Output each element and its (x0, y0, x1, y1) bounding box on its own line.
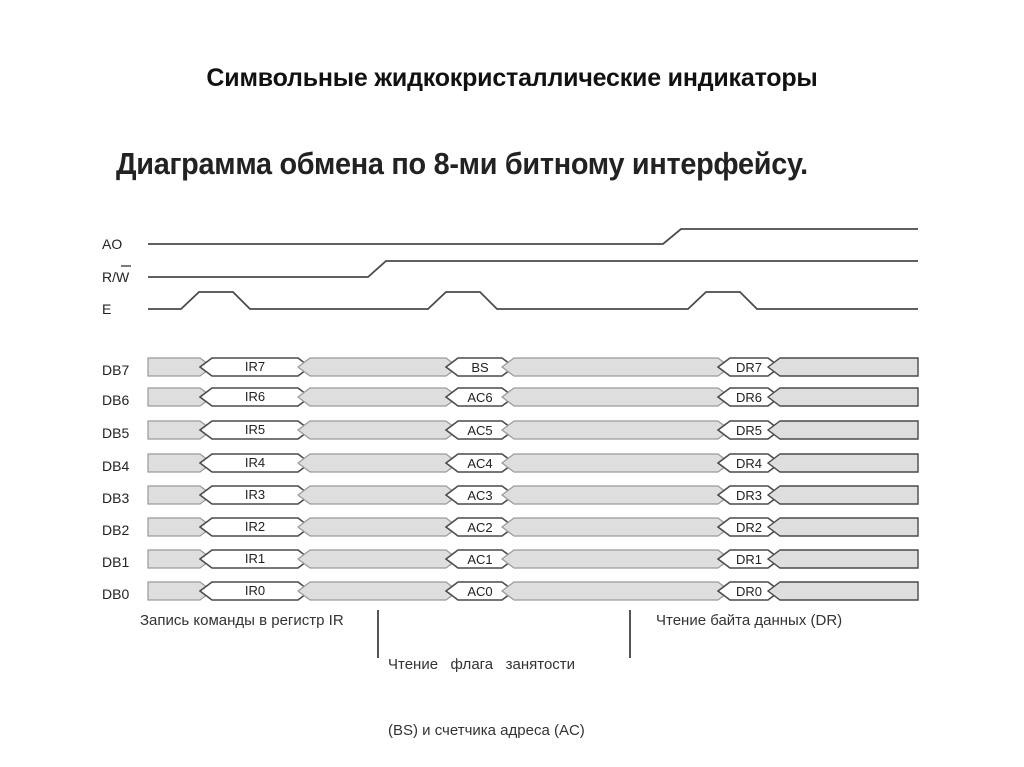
bus-value-dr: DR5 (735, 423, 763, 438)
bus-idle-segment (502, 388, 730, 406)
signal-ao (102, 229, 918, 252)
bus-idle-segment (298, 550, 458, 568)
phase-separator (377, 610, 379, 658)
bus-idle-segment (768, 421, 918, 439)
bus-value-ir: IR2 (244, 519, 266, 534)
bus-value-dr: DR0 (735, 584, 763, 599)
bus-value-bs-ac: AC4 (467, 456, 493, 471)
bus-idle-segment (298, 486, 458, 504)
bus-label: DB6 (102, 392, 130, 408)
bus-idle-segment (502, 421, 730, 439)
bus-label: DB4 (102, 458, 130, 474)
bus-row-db0 (102, 582, 918, 602)
bus-value-bs-ac: BS (471, 360, 489, 375)
bus-value-ir: IR7 (244, 359, 266, 374)
bus-idle-segment (768, 388, 918, 406)
bus-value-dr: DR2 (735, 520, 763, 535)
signal-e (102, 292, 918, 317)
phase-separator (629, 610, 631, 658)
bus-idle-segment (502, 550, 730, 568)
bus-label: DB0 (102, 586, 130, 602)
bus-idle-segment (298, 454, 458, 472)
bus-idle-segment (502, 582, 730, 600)
bus-value-ir: IR4 (244, 455, 266, 470)
signal-label: AO (102, 236, 123, 252)
bus-idle-segment (502, 454, 730, 472)
data-bus (102, 358, 918, 602)
bus-row-db2 (102, 518, 918, 538)
bus-idle-segment (502, 518, 730, 536)
bus-row-db7 (102, 358, 918, 378)
bus-value-ir: IR0 (244, 583, 266, 598)
signal-label: E (102, 301, 112, 317)
phase-caption-read-dr: Чтение байта данных (DR) (656, 612, 843, 629)
bus-value-dr: DR1 (735, 552, 763, 567)
control-signals (102, 229, 918, 317)
bus-value-dr: DR3 (735, 488, 763, 503)
bus-value-bs-ac: AC1 (467, 552, 493, 567)
phase-caption-write-ir: Запись команды в регистр IR (140, 612, 344, 629)
bus-idle-segment (298, 388, 458, 406)
bus-idle-segment (768, 582, 918, 600)
bus-label: DB5 (102, 425, 130, 441)
bus-value-dr: DR6 (735, 390, 763, 405)
bus-label: DB3 (102, 490, 130, 506)
bus-row-db1 (102, 550, 918, 570)
bus-idle-segment (298, 518, 458, 536)
bus-value-bs-ac: AC2 (467, 520, 493, 535)
bus-value-bs-ac: AC0 (467, 584, 493, 599)
bus-value-dr: DR7 (735, 360, 763, 375)
bus-row-db5 (102, 421, 918, 441)
phase-caption-line: Чтение флага занятости (388, 656, 576, 673)
bus-value-ir: IR1 (244, 551, 266, 566)
bus-label: DB7 (102, 362, 130, 378)
bus-value-dr: DR4 (735, 456, 763, 471)
bus-idle-segment (298, 421, 458, 439)
diagram-title: Диаграмма обмена по 8-ми битному интерфейсу. (116, 146, 808, 181)
bus-idle-segment (502, 358, 730, 376)
signal-waveform (148, 292, 918, 309)
bus-idle-segment (768, 550, 918, 568)
signal-r-w (102, 261, 918, 285)
phase-caption-line: (BS) и счетчика адреса (AC) (388, 722, 585, 739)
bus-idle-segment (502, 486, 730, 504)
bus-idle-segment (768, 358, 918, 376)
bus-row-db6 (102, 388, 918, 408)
signal-waveform (148, 261, 918, 277)
bus-label: DB1 (102, 554, 130, 570)
bus-value-bs-ac: AC5 (467, 423, 493, 438)
bus-idle-segment (768, 486, 918, 504)
bus-value-bs-ac: AC6 (467, 390, 493, 405)
bus-idle-segment (298, 358, 458, 376)
bus-idle-segment (768, 454, 918, 472)
bus-idle-segment (298, 582, 458, 600)
slide-title: Символьные жидкокристаллические индикаторы (206, 64, 818, 92)
bus-label: DB2 (102, 522, 130, 538)
signal-waveform (148, 229, 918, 244)
bus-idle-segment (768, 518, 918, 536)
bus-row-db4 (102, 454, 918, 474)
bus-value-ir: IR6 (244, 389, 266, 404)
bus-row-db3 (102, 486, 918, 506)
signal-label: R/W (102, 269, 130, 285)
bus-value-ir: IR5 (244, 422, 266, 437)
phase-caption-read-bs-ac (388, 610, 585, 764)
bus-value-ir: IR3 (244, 487, 266, 502)
bus-value-bs-ac: AC3 (467, 488, 493, 503)
